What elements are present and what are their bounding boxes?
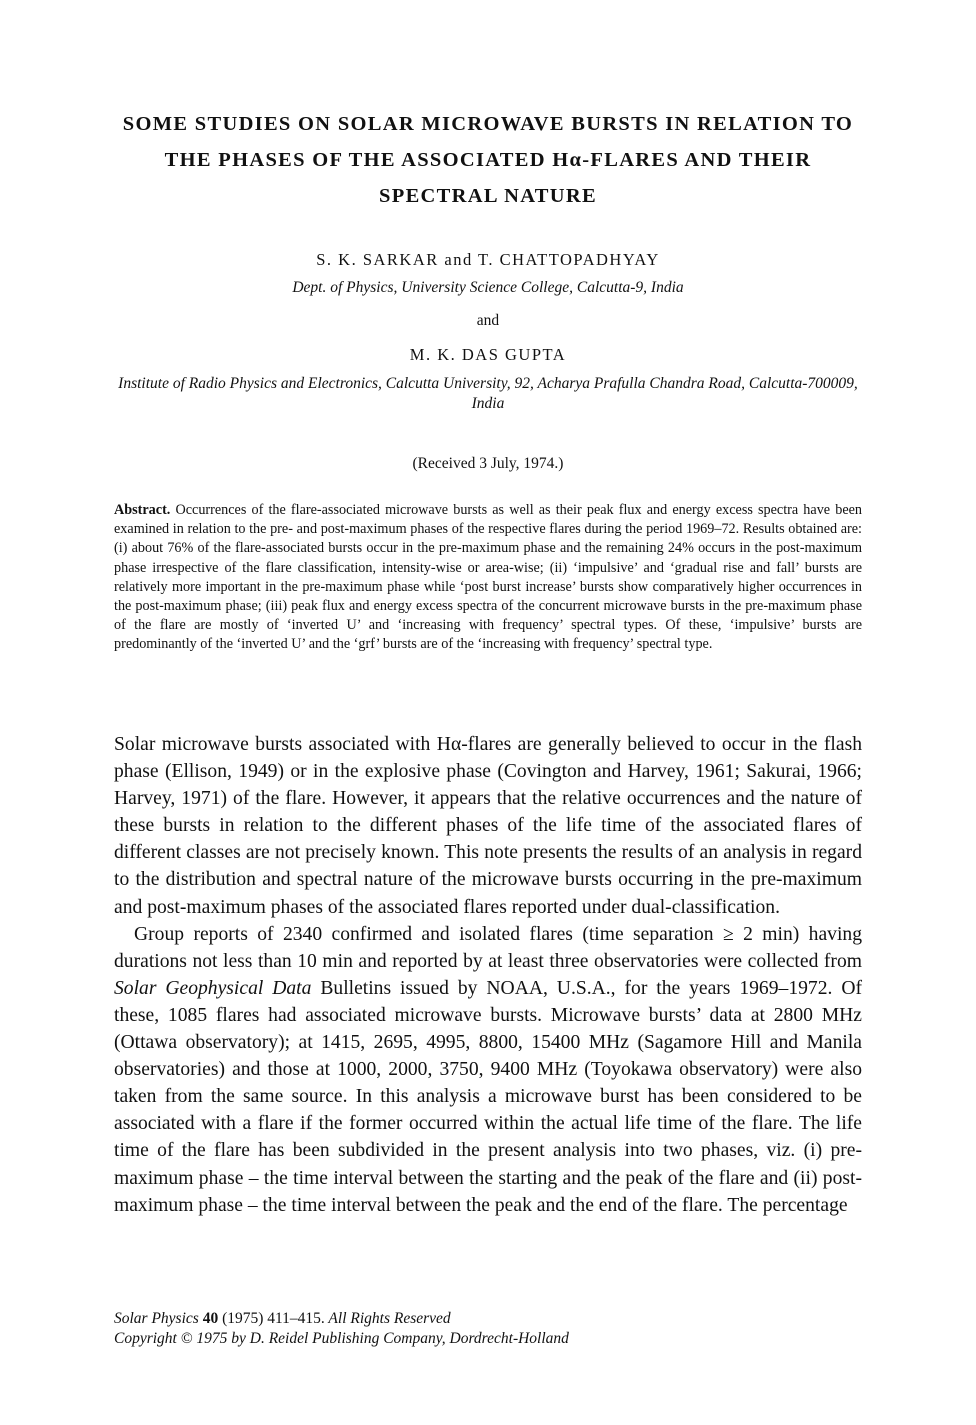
abstract: [114, 501, 862, 655]
abstract-label: Abstract.: [114, 502, 171, 518]
footer-volume: 40: [202, 1310, 219, 1327]
received-date: (Received 3 July, 1974.): [412, 455, 564, 472]
paragraph-2-part-a: Group reports of 2340 confirmed and isolated flares (time separation ≥ 2 min) having durations not less than 10 min and reported by at least three observatories were collected from: [114, 923, 862, 972]
footer-copyright: Copyright © 1975 by D. Reidel Publishing Company, Dordrecht-Holland: [114, 1330, 569, 1347]
footer-citation: [114, 1309, 862, 1329]
abstract-text: Occurrences of the flare-associated microwave bursts as well as their peak flux and energy excess spectra have been examined in relation to the pre- and post-maximum phases of the respective flares during the period 1969–72. Results obtained are: (i) about 76% of the flare-associated bursts occur in the pre-maximum phase and the remaining 24% occurs in the post-maximum phase irrespective of the flare classification, intensity-wise or area-wise; (ii) ‘impulsive’ and ‘gradual rise and fall’ bursts are relatively more important in the pre-maximum phase while ‘post burst increase’ bursts show comparatively higher occurrences in the post-maximum phase; (iii) peak flux and energy excess spectra of the concurrent microwave bursts in the pre-maximum phase of the flare are mostly of ‘inverted U’ and ‘increasing with frequency’ spectral types. Of these, ‘impulsive’ bursts are predominantly of the ‘inverted U’ and the ‘grf’ bursts are of the ‘increasing with frequency’ spectral type.: [114, 502, 863, 653]
paragraph-2-part-b: Bulletins issued by NOAA, U.S.A., for the years 1969–1972. Of these, 1085 flares had associated microwave bursts. Microwave bursts’ data at 2800 MHz (Ottawa observatory); at 1415, 2695, 4995, 8800, 15400 MHz (Sagamore Hill and Manila observatories) and those at 1000, 2000, 3750, 9400 MHz (Toyokawa observatory) were also taken from the same source. In this analysis a microwave burst has been considered to be associated with a flare if the former occurred within the actual life time of the flare. The life time of the flare has been subdivided in the present analysis into two phases, viz. (i) pre-maximum phase – the time interval between the starting and the peak of the flare and (ii) post-maximum phase – the time interval between the peak and the end of the flare. The percentage: [114, 977, 862, 1216]
authors-line: S. K. SARKAR and T. CHATTOPADHYAY: [316, 250, 660, 269]
footer-journal: Solar Physics: [114, 1310, 199, 1327]
body-text: [114, 731, 862, 1219]
footer: [114, 1309, 862, 1349]
footer-rights: All Rights Reserved: [328, 1310, 451, 1327]
affiliation-1: Dept. of Physics, University Science College, Calcutta-9, India: [292, 279, 684, 296]
paragraph-1: Solar microwave bursts associated with Hα-flares are generally believed to occur in the flash phase (Ellison, 1949) or in the explosive phase (Covington and Harvey, 1961; Sakurai, 1966; Harvey, 1971) of the flare. However, it appears that the relative occurrences and the nature of these bursts in relation to the different phases of the life time of the associated flares of different classes are not precisely known. This note presents the results of an analysis in regard to the distribution and spectral nature of the microwave bursts occurring in the pre-maximum and post-maximum phases of the associated flares reported under dual-classification.: [114, 734, 862, 918]
and-separator: and: [476, 312, 500, 329]
affiliation-2: Institute of Radio Physics and Electronics, Calcutta University, 92, Acharya Prafulla Chandra Road, Calcutta-700009, India: [118, 375, 858, 412]
paragraph-2: [114, 921, 862, 1219]
footer-pages: (1975) 411–415.: [222, 1310, 325, 1327]
paragraph-2-journal-name: Solar Geophysical Data: [114, 977, 312, 999]
author-3: M. K. DAS GUPTA: [409, 345, 567, 364]
paper-title: SOME STUDIES ON SOLAR MICROWAVE BURSTS IN RELATION TO THE PHASES OF THE ASSOCIATED Hα-FLARES AND THEIR SPECTRAL NATURE: [122, 113, 854, 207]
